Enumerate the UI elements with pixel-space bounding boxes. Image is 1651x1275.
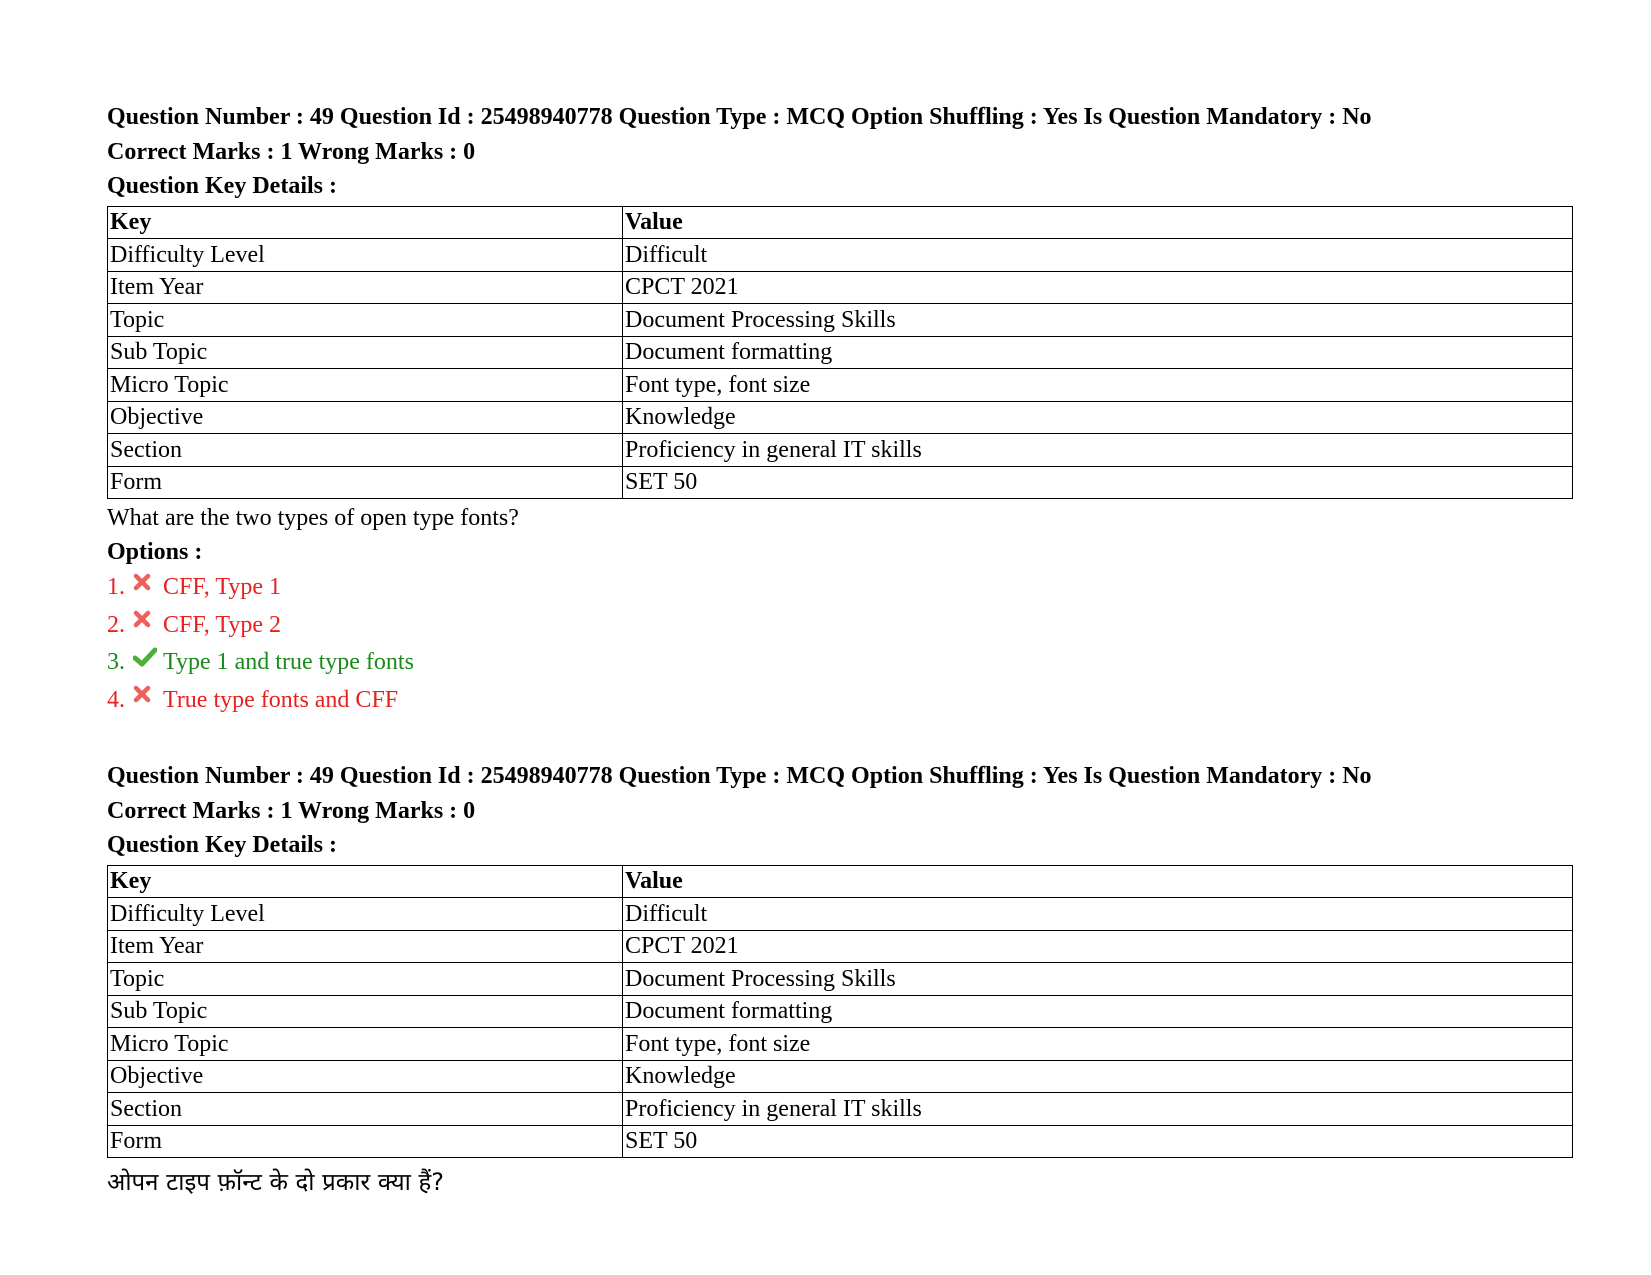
key-details-table <box>107 865 1573 1159</box>
marks-line: Correct Marks : 1 Wrong Marks : 0 <box>107 797 476 824</box>
table-row <box>108 930 1573 963</box>
table-cell-key: Objective <box>108 401 623 434</box>
table-row <box>108 1028 1573 1061</box>
option-text: CFF, Type 1 <box>163 574 281 600</box>
question-block-1 <box>107 100 1573 719</box>
table-cell-key: Difficulty Level <box>108 898 623 931</box>
table-header-key: Key <box>108 206 623 239</box>
question-text: What are the two types of open type fonts? <box>107 505 519 531</box>
cross-icon <box>133 685 163 703</box>
table-cell-value: CPCT 2021 <box>623 930 1573 963</box>
table-cell-value: SET 50 <box>623 1125 1573 1158</box>
option-item <box>107 644 1573 682</box>
table-row <box>108 898 1573 931</box>
table-row <box>108 1060 1573 1093</box>
table-row <box>108 304 1573 337</box>
table-cell-value: Difficult <box>623 898 1573 931</box>
table-cell-value: Difficult <box>623 239 1573 272</box>
key-details-table <box>107 206 1573 500</box>
table-cell-key: Item Year <box>108 930 623 963</box>
table-row <box>108 336 1573 369</box>
table-cell-key: Objective <box>108 1060 623 1093</box>
table-cell-key: Section <box>108 434 623 467</box>
table-cell-key: Difficulty Level <box>108 239 623 272</box>
table-cell-value: Knowledge <box>623 1060 1573 1093</box>
option-number: 3. <box>107 649 125 675</box>
option-number: 2. <box>107 611 125 638</box>
option-text: True type fonts and CFF <box>163 686 399 713</box>
table-cell-value: Document formatting <box>623 995 1573 1028</box>
cross-icon <box>133 610 163 628</box>
table-cell-key: Micro Topic <box>108 369 623 402</box>
table-cell-key: Section <box>108 1093 623 1126</box>
table-row <box>108 239 1573 272</box>
option-text: Type 1 and true type fonts <box>163 649 414 675</box>
option-item <box>107 569 1573 607</box>
table-row <box>108 1093 1573 1126</box>
table-cell-value: CPCT 2021 <box>623 271 1573 304</box>
table-cell-value: SET 50 <box>623 466 1573 499</box>
table-row <box>108 434 1573 467</box>
option-number: 4. <box>107 686 125 713</box>
table-row <box>108 995 1573 1028</box>
table-cell-value: Document formatting <box>623 336 1573 369</box>
table-cell-key: Item Year <box>108 271 623 304</box>
table-cell-key: Sub Topic <box>108 336 623 369</box>
option-number: 1. <box>107 574 125 600</box>
table-cell-value: Document Processing Skills <box>623 304 1573 337</box>
question-header-line: Question Number : 49 Question Id : 25498940778 Question Type : MCQ Option Shuffling : Yes Is Question Mandatory : No <box>107 104 1372 130</box>
key-details-title: Question Key Details : <box>107 173 337 199</box>
options-title: Options : <box>107 539 203 565</box>
table-cell-value: Proficiency in general IT skills <box>623 1093 1573 1126</box>
option-item <box>107 607 1573 645</box>
table-cell-value: Document Processing Skills <box>623 963 1573 996</box>
table-cell-value: Font type, font size <box>623 369 1573 402</box>
document-page <box>107 100 1573 1202</box>
table-header-value: Value <box>623 865 1573 898</box>
table-row <box>108 271 1573 304</box>
check-icon <box>133 647 163 667</box>
cross-icon <box>133 573 163 591</box>
table-cell-value: Font type, font size <box>623 1028 1573 1061</box>
table-cell-key: Sub Topic <box>108 995 623 1028</box>
option-item <box>107 682 1573 720</box>
option-text: CFF, Type 2 <box>163 611 281 638</box>
table-cell-key: Topic <box>108 304 623 337</box>
table-cell-key: Form <box>108 1125 623 1158</box>
key-details-title: Question Key Details : <box>107 832 337 858</box>
marks-line: Correct Marks : 1 Wrong Marks : 0 <box>107 138 476 165</box>
table-cell-key: Form <box>108 466 623 499</box>
table-row <box>108 1125 1573 1158</box>
table-cell-value: Proficiency in general IT skills <box>623 434 1573 467</box>
question-header-line: Question Number : 49 Question Id : 25498940778 Question Type : MCQ Option Shuffling : Yes Is Question Mandatory : No <box>107 763 1372 789</box>
table-header-row <box>108 865 1573 898</box>
table-row <box>108 963 1573 996</box>
table-header-row <box>108 206 1573 239</box>
table-cell-value: Knowledge <box>623 401 1573 434</box>
question-text-hindi: ओपन टाइप फ़ॉन्ट के दो प्रकार क्या हैं? <box>107 1168 444 1196</box>
table-cell-key: Topic <box>108 963 623 996</box>
table-header-value: Value <box>623 206 1573 239</box>
question-block-2 <box>107 759 1573 1202</box>
table-cell-key: Micro Topic <box>108 1028 623 1061</box>
table-row <box>108 401 1573 434</box>
table-row <box>108 369 1573 402</box>
table-row <box>108 466 1573 499</box>
table-header-key: Key <box>108 865 623 898</box>
